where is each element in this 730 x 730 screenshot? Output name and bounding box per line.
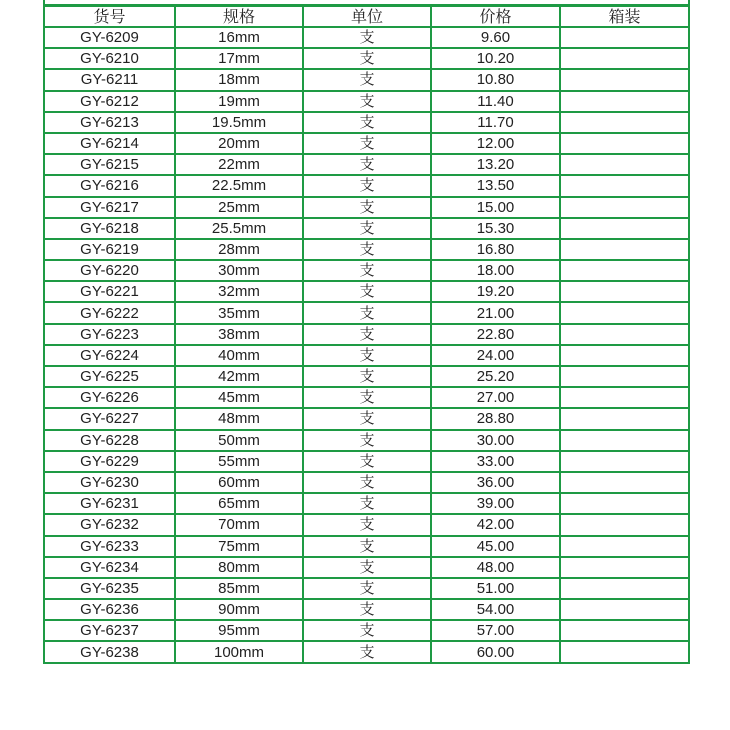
cell-unit: 支 — [303, 557, 431, 578]
cell-code: GY-6232 — [44, 514, 175, 535]
cell-spec: 45mm — [175, 387, 303, 408]
table-row — [44, 324, 689, 345]
cell-price: 36.00 — [431, 472, 560, 493]
cell-code: GY-6220 — [44, 260, 175, 281]
table-row — [44, 408, 689, 429]
cell-box — [560, 218, 689, 239]
cell-spec: 60mm — [175, 472, 303, 493]
cell-unit: 支 — [303, 578, 431, 599]
cell-box — [560, 175, 689, 196]
cell-spec: 22mm — [175, 154, 303, 175]
cell-unit: 支 — [303, 641, 431, 662]
cell-price: 33.00 — [431, 451, 560, 472]
table-row — [44, 218, 689, 239]
header-price: 价格 — [431, 6, 560, 27]
cell-price: 54.00 — [431, 599, 560, 620]
cell-box — [560, 154, 689, 175]
cell-spec: 20mm — [175, 133, 303, 154]
cell-spec: 30mm — [175, 260, 303, 281]
cell-spec: 28mm — [175, 239, 303, 260]
cell-spec: 85mm — [175, 578, 303, 599]
cell-unit: 支 — [303, 408, 431, 429]
cell-unit: 支 — [303, 112, 431, 133]
cell-code: GY-6235 — [44, 578, 175, 599]
cell-spec: 80mm — [175, 557, 303, 578]
cell-spec: 35mm — [175, 302, 303, 323]
cell-price: 11.70 — [431, 112, 560, 133]
cell-code: GY-6238 — [44, 641, 175, 662]
cell-box — [560, 197, 689, 218]
cell-spec: 19.5mm — [175, 112, 303, 133]
cell-box — [560, 27, 689, 48]
table-row — [44, 514, 689, 535]
header-code: 货号 — [44, 6, 175, 27]
cell-unit: 支 — [303, 239, 431, 260]
table-row — [44, 133, 689, 154]
cell-price: 45.00 — [431, 536, 560, 557]
table-row — [44, 472, 689, 493]
cell-spec: 38mm — [175, 324, 303, 345]
cell-box — [560, 366, 689, 387]
table-row — [44, 599, 689, 620]
cell-price: 24.00 — [431, 345, 560, 366]
table-row — [44, 175, 689, 196]
cell-code: GY-6210 — [44, 48, 175, 69]
table-row — [44, 557, 689, 578]
header-spec: 规格 — [175, 6, 303, 27]
cell-code: GY-6219 — [44, 239, 175, 260]
cell-box — [560, 599, 689, 620]
cell-box — [560, 578, 689, 599]
cell-code: GY-6211 — [44, 69, 175, 90]
cell-box — [560, 536, 689, 557]
cell-box — [560, 69, 689, 90]
table-row — [44, 366, 689, 387]
cell-code: GY-6229 — [44, 451, 175, 472]
cell-unit: 支 — [303, 69, 431, 90]
cell-unit: 支 — [303, 281, 431, 302]
cell-spec: 40mm — [175, 345, 303, 366]
table-row — [44, 578, 689, 599]
cell-code: GY-6224 — [44, 345, 175, 366]
cell-spec: 55mm — [175, 451, 303, 472]
cell-spec: 65mm — [175, 493, 303, 514]
cell-unit: 支 — [303, 260, 431, 281]
cell-spec: 50mm — [175, 430, 303, 451]
cell-spec: 18mm — [175, 69, 303, 90]
cell-price: 15.30 — [431, 218, 560, 239]
table-row — [44, 536, 689, 557]
cell-price: 42.00 — [431, 514, 560, 535]
cell-spec: 17mm — [175, 48, 303, 69]
cell-price: 13.20 — [431, 154, 560, 175]
table-row — [44, 69, 689, 90]
cell-code: GY-6223 — [44, 324, 175, 345]
cell-spec: 25mm — [175, 197, 303, 218]
cell-price: 51.00 — [431, 578, 560, 599]
cell-price: 12.00 — [431, 133, 560, 154]
cell-box — [560, 302, 689, 323]
cell-code: GY-6225 — [44, 366, 175, 387]
cell-price: 11.40 — [431, 91, 560, 112]
cell-unit: 支 — [303, 133, 431, 154]
cell-spec: 75mm — [175, 536, 303, 557]
cell-unit: 支 — [303, 514, 431, 535]
cell-price: 22.80 — [431, 324, 560, 345]
cell-box — [560, 112, 689, 133]
cell-spec: 42mm — [175, 366, 303, 387]
table-row — [44, 493, 689, 514]
cell-code: GY-6216 — [44, 175, 175, 196]
cell-unit: 支 — [303, 175, 431, 196]
table-row — [44, 239, 689, 260]
cell-spec: 95mm — [175, 620, 303, 641]
table-row — [44, 48, 689, 69]
cell-price: 39.00 — [431, 493, 560, 514]
table-row — [44, 27, 689, 48]
cell-code: GY-6222 — [44, 302, 175, 323]
cell-unit: 支 — [303, 154, 431, 175]
cell-spec: 22.5mm — [175, 175, 303, 196]
table-row — [44, 302, 689, 323]
table-row — [44, 281, 689, 302]
cell-unit: 支 — [303, 48, 431, 69]
header-box: 箱装 — [560, 6, 689, 27]
cell-unit: 支 — [303, 197, 431, 218]
cell-box — [560, 281, 689, 302]
cell-code: GY-6228 — [44, 430, 175, 451]
cell-box — [560, 408, 689, 429]
cell-price: 28.80 — [431, 408, 560, 429]
cell-box — [560, 620, 689, 641]
cell-code: GY-6230 — [44, 472, 175, 493]
cell-spec: 32mm — [175, 281, 303, 302]
cell-code: GY-6214 — [44, 133, 175, 154]
cell-price: 13.50 — [431, 175, 560, 196]
cell-unit: 支 — [303, 91, 431, 112]
cell-price: 10.20 — [431, 48, 560, 69]
cell-box — [560, 451, 689, 472]
cell-unit: 支 — [303, 430, 431, 451]
cell-box — [560, 430, 689, 451]
cell-box — [560, 557, 689, 578]
cell-box — [560, 345, 689, 366]
cell-code: GY-6217 — [44, 197, 175, 218]
cell-code: GY-6218 — [44, 218, 175, 239]
cell-price: 57.00 — [431, 620, 560, 641]
cell-code: GY-6212 — [44, 91, 175, 112]
cell-box — [560, 239, 689, 260]
table-row — [44, 641, 689, 662]
table-row — [44, 154, 689, 175]
cell-price: 18.00 — [431, 260, 560, 281]
header-row — [44, 6, 689, 27]
cell-code: GY-6209 — [44, 27, 175, 48]
cell-price: 60.00 — [431, 641, 560, 662]
cell-spec: 90mm — [175, 599, 303, 620]
cell-unit: 支 — [303, 451, 431, 472]
cell-unit: 支 — [303, 472, 431, 493]
cell-box — [560, 514, 689, 535]
cell-box — [560, 133, 689, 154]
cell-spec: 25.5mm — [175, 218, 303, 239]
cell-price: 21.00 — [431, 302, 560, 323]
table-row — [44, 91, 689, 112]
cell-spec: 70mm — [175, 514, 303, 535]
cell-box — [560, 48, 689, 69]
cell-unit: 支 — [303, 387, 431, 408]
cell-box — [560, 91, 689, 112]
cell-unit: 支 — [303, 218, 431, 239]
price-table — [43, 5, 690, 664]
table-body — [44, 27, 689, 663]
cell-unit: 支 — [303, 599, 431, 620]
cell-box — [560, 472, 689, 493]
cell-code: GY-6233 — [44, 536, 175, 557]
header-unit: 单位 — [303, 6, 431, 27]
cell-unit: 支 — [303, 324, 431, 345]
cell-unit: 支 — [303, 536, 431, 557]
cell-code: GY-6227 — [44, 408, 175, 429]
cell-code: GY-6213 — [44, 112, 175, 133]
table-row — [44, 260, 689, 281]
cell-unit: 支 — [303, 302, 431, 323]
cell-code: GY-6234 — [44, 557, 175, 578]
cell-box — [560, 387, 689, 408]
cell-price: 19.20 — [431, 281, 560, 302]
cell-price: 10.80 — [431, 69, 560, 90]
cell-code: GY-6215 — [44, 154, 175, 175]
cell-code: GY-6226 — [44, 387, 175, 408]
cell-spec: 16mm — [175, 27, 303, 48]
cell-code: GY-6236 — [44, 599, 175, 620]
cell-unit: 支 — [303, 345, 431, 366]
table-row — [44, 112, 689, 133]
cell-box — [560, 260, 689, 281]
cell-price: 25.20 — [431, 366, 560, 387]
table-row — [44, 345, 689, 366]
cell-unit: 支 — [303, 493, 431, 514]
cell-spec: 48mm — [175, 408, 303, 429]
cell-price: 27.00 — [431, 387, 560, 408]
table-row — [44, 387, 689, 408]
cell-spec: 100mm — [175, 641, 303, 662]
cell-box — [560, 493, 689, 514]
table-row — [44, 451, 689, 472]
cell-code: GY-6221 — [44, 281, 175, 302]
cell-unit: 支 — [303, 27, 431, 48]
table-row — [44, 620, 689, 641]
cell-code: GY-6231 — [44, 493, 175, 514]
cell-unit: 支 — [303, 366, 431, 387]
cell-box — [560, 324, 689, 345]
cell-unit: 支 — [303, 620, 431, 641]
cell-box — [560, 641, 689, 662]
cell-price: 9.60 — [431, 27, 560, 48]
cell-code: GY-6237 — [44, 620, 175, 641]
cell-price: 30.00 — [431, 430, 560, 451]
cell-price: 48.00 — [431, 557, 560, 578]
table-row — [44, 197, 689, 218]
cell-spec: 19mm — [175, 91, 303, 112]
table-row — [44, 430, 689, 451]
cell-price: 16.80 — [431, 239, 560, 260]
cell-price: 15.00 — [431, 197, 560, 218]
